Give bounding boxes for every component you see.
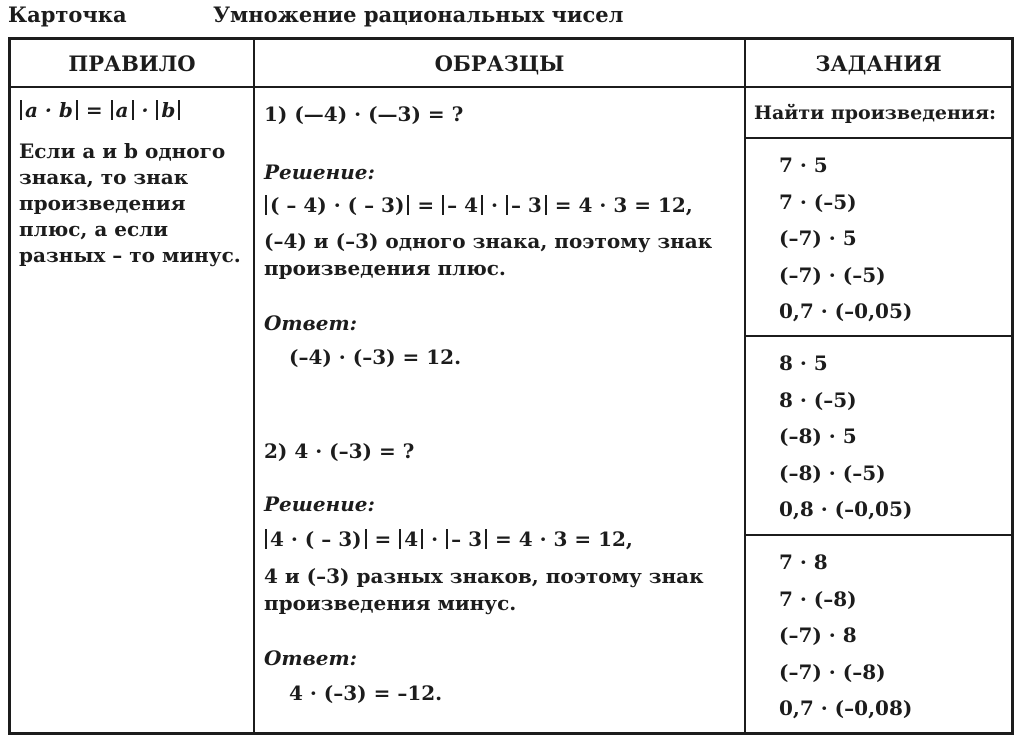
task-item: 7 · (–5) [779,189,857,214]
sample-1-question: 1) (—4) · (—3) = ? [264,102,464,126]
sample-2-solution-line [264,527,633,551]
task-item: (–7) · 8 [779,623,857,647]
sample-2-abs-product: 4 · ( – 3) [265,529,367,549]
task-item: 7 · 5 [779,153,828,177]
abs-a: a [111,100,134,120]
sample-2-dot: · [431,527,439,551]
task-item: 7 · (–8) [779,586,857,611]
column-header-tasks: ЗАДАНИЯ [815,51,942,76]
task-item: (–7) · (–5) [779,262,886,287]
formula-equals: = [85,98,103,122]
sample-1-abs-first: – 4 [442,195,483,215]
card-label: Карточка [8,2,127,27]
task-item: 8 · 5 [779,351,828,375]
sample-2-answer-label: Ответ: [264,646,357,670]
column-header-samples: ОБРАЗЦЫ [434,51,565,76]
task-group-3 [779,544,912,727]
task-item: (–7) · (–8) [779,659,886,684]
task-item: (–8) · 5 [779,424,857,448]
sample-1-solution-label: Решение: [264,160,375,184]
sample-2-abs-second: – 3 [446,529,487,549]
task-item: 7 · 8 [779,550,828,574]
sample-1-equals: = [417,193,435,217]
sample-1-abs-product: ( – 4) · ( – 3) [265,195,409,215]
sample-1-explanation-line-1: (–4) и (–3) одного знака, поэтому знак [264,229,713,253]
sample-1-explanation-line-2: произведения плюс. [264,256,506,280]
card-title: Умножение рациональных чисел [213,2,624,27]
worksheet-table [8,37,1014,735]
sample-2-solution-label: Решение: [264,492,375,516]
tasks-instruction-divider [744,137,1011,139]
sample-1-answer: (–4) · (–3) = 12. [289,345,462,369]
tasks-group-divider-1 [744,335,1011,337]
sample-2-equals: = [374,527,392,551]
abs-product: a · b [20,100,78,120]
sample-1-abs-second: – 3 [506,195,547,215]
task-item: 0,7 · (–0,08) [779,696,913,720]
sample-2-abs-first: 4 [399,529,423,549]
abs-b: b [156,100,180,120]
sample-1-dot: · [491,193,498,217]
tasks-instruction: Найти произведения: [754,102,997,124]
rule-formula [19,98,181,122]
sample-2-result: = 4 · 3 = 12, [494,527,633,551]
sample-2-explanation-line-1: 4 и (–3) разных знаков, поэтому знак [264,564,704,588]
sample-2-answer: 4 · (–3) = –12. [289,681,443,705]
task-item: 0,8 · (–0,05) [779,497,913,521]
sample-1-solution-line [264,193,693,217]
column-divider-1 [253,40,255,732]
task-item: 0,7 · (–0,05) [779,299,913,323]
page-header [0,0,1024,34]
sample-1-answer-label: Ответ: [264,311,357,335]
sample-2-explanation-line-2: произведения минус. [264,591,517,615]
sample-2-question: 2) 4 · (–3) = ? [264,439,415,463]
column-header-rule: ПРАВИЛО [68,51,196,76]
formula-dot: · [141,98,149,122]
column-divider-2 [744,40,746,732]
header-row-divider [11,86,1011,88]
task-group-2 [779,345,912,528]
task-group-1 [779,147,912,330]
tasks-group-divider-2 [744,534,1011,536]
task-item: 8 · (–5) [779,387,857,412]
sample-1-result: = 4 · 3 = 12, [554,193,693,217]
rule-text: Если a и b одного знака, то знак произведения плюс, а если разных – то минус. [19,139,241,267]
task-item: (–7) · 5 [779,226,857,250]
task-item: (–8) · (–5) [779,460,886,485]
